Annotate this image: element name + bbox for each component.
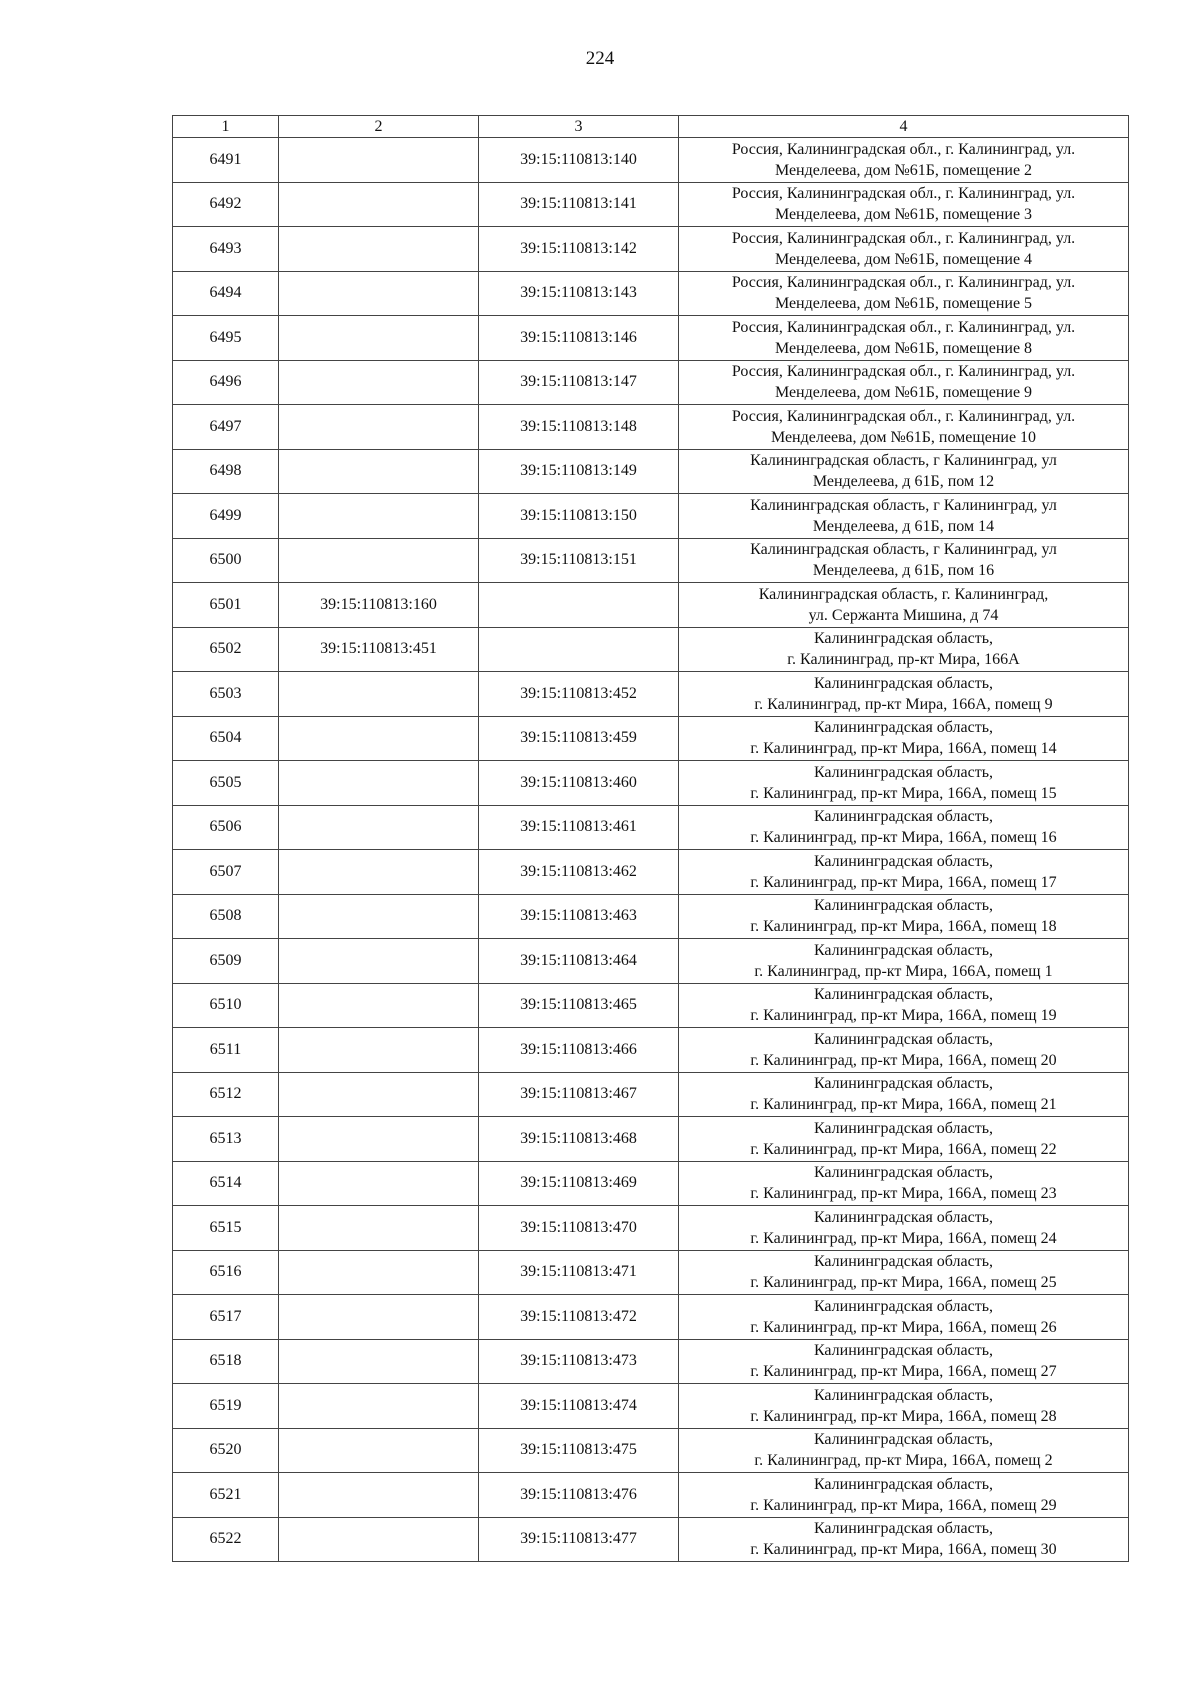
- table-row: [173, 405, 1129, 450]
- cadastral-number-col3: 39:15:110813:466: [479, 1028, 679, 1073]
- row-number: 6516: [173, 1250, 279, 1295]
- address-line-2: г. Калининград, пр-кт Мира, 166А, помещ 18: [750, 918, 1057, 936]
- address-line-1: Калининградская область,: [813, 852, 994, 870]
- table-row: [173, 939, 1129, 984]
- cadastral-number-col3: 39:15:110813:475: [479, 1428, 679, 1473]
- row-number: 6521: [173, 1473, 279, 1518]
- cadastral-number-col2: [279, 138, 479, 183]
- address-line-1: Калининградская область,: [813, 719, 994, 737]
- cadastral-number-col3: 39:15:110813:464: [479, 939, 679, 984]
- address-line-2: г. Калининград, пр-кт Мира, 166А, помещ 14: [750, 740, 1057, 758]
- address-line-1: Калининградская область,: [813, 941, 994, 959]
- address-cell: [679, 939, 1129, 984]
- address-cell: [679, 1339, 1129, 1384]
- table-row: [173, 1161, 1129, 1206]
- cadastral-number-col2: [279, 716, 479, 761]
- cadastral-number-col2: [279, 1028, 479, 1073]
- address-line-1: Россия, Калининградская обл., г. Калининград, ул.: [731, 407, 1076, 425]
- cadastral-number-col2: [279, 805, 479, 850]
- table-row: [173, 1206, 1129, 1251]
- cadastral-number-col2: [279, 538, 479, 583]
- cadastral-number-col3: 39:15:110813:459: [479, 716, 679, 761]
- address-line-1: Калининградская область,: [813, 1520, 994, 1538]
- table-row: [173, 316, 1129, 361]
- address-line-2: г. Калининград, пр-кт Мира, 166А, помещ 16: [750, 829, 1057, 847]
- address-line-1: Россия, Калининградская обл., г. Калининград, ул.: [731, 318, 1076, 336]
- cadastral-number-col3: 39:15:110813:142: [479, 227, 679, 272]
- address-line-2: г. Калининград, пр-кт Мира, 166А, помещ 28: [750, 1407, 1057, 1425]
- cadastral-number-col2: [279, 894, 479, 939]
- cadastral-number-col3: 39:15:110813:476: [479, 1473, 679, 1518]
- address-line-2: Менделеева, дом №61Б, помещение 9: [774, 384, 1033, 402]
- address-cell: [679, 805, 1129, 850]
- header-col-3: 3: [479, 116, 679, 138]
- table-header: [173, 116, 1129, 138]
- table-row: [173, 716, 1129, 761]
- row-number: 6492: [173, 182, 279, 227]
- row-number: 6499: [173, 494, 279, 539]
- address-line-2: Менделеева, д 61Б, пом 14: [812, 517, 995, 535]
- address-cell: [679, 271, 1129, 316]
- cadastral-number-col3: 39:15:110813:460: [479, 761, 679, 806]
- address-line-2: г. Калининград, пр-кт Мира, 166А, помещ 29: [750, 1496, 1057, 1514]
- address-line-2: г. Калининград, пр-кт Мира, 166А, помещ 2: [754, 1452, 1053, 1470]
- row-number: 6496: [173, 360, 279, 405]
- address-cell: [679, 1384, 1129, 1429]
- cadastral-number-col2: [279, 227, 479, 272]
- table-row: [173, 1339, 1129, 1384]
- address-line-1: Калининградская область,: [813, 1386, 994, 1404]
- address-line-1: Калининградская область,: [813, 897, 994, 915]
- cadastral-number-col2: [279, 316, 479, 361]
- row-number: 6493: [173, 227, 279, 272]
- row-number: 6502: [173, 627, 279, 672]
- address-line-1: Калининградская область,: [813, 1431, 994, 1449]
- cadastral-number-col2: [279, 1250, 479, 1295]
- cadastral-number-col3: 39:15:110813:140: [479, 138, 679, 183]
- row-number: 6494: [173, 271, 279, 316]
- row-number: 6500: [173, 538, 279, 583]
- table-row: [173, 138, 1129, 183]
- header-col-4: 4: [679, 116, 1129, 138]
- address-cell: [679, 1428, 1129, 1473]
- cadastral-number-col2: [279, 1517, 479, 1562]
- row-number: 6498: [173, 449, 279, 494]
- address-cell: [679, 627, 1129, 672]
- address-cell: [679, 138, 1129, 183]
- address-line-1: Калининградская область,: [813, 986, 994, 1004]
- cadastral-number-col2: [279, 850, 479, 895]
- table-row: [173, 1428, 1129, 1473]
- cadastral-number-col3: 39:15:110813:469: [479, 1161, 679, 1206]
- header-row: [173, 116, 1129, 138]
- row-number: 6506: [173, 805, 279, 850]
- cadastral-number-col2: [279, 1295, 479, 1340]
- address-cell: [679, 761, 1129, 806]
- row-number: 6520: [173, 1428, 279, 1473]
- address-cell: [679, 1250, 1129, 1295]
- cadastral-number-col2: [279, 405, 479, 450]
- address-cell: [679, 316, 1129, 361]
- address-line-1: Калининградская область, г Калининград, ул: [750, 452, 1057, 470]
- cadastral-number-col3: 39:15:110813:473: [479, 1339, 679, 1384]
- cadastral-number-col2: [279, 182, 479, 227]
- address-line-2: г. Калининград, пр-кт Мира, 166А, помещ 20: [750, 1051, 1057, 1069]
- address-cell: [679, 494, 1129, 539]
- table-row: [173, 271, 1129, 316]
- cadastral-number-col2: [279, 494, 479, 539]
- table-row: [173, 627, 1129, 672]
- cadastral-number-col2: [279, 1428, 479, 1473]
- cadastral-number-col3: 39:15:110813:149: [479, 449, 679, 494]
- row-number: 6507: [173, 850, 279, 895]
- address-cell: [679, 538, 1129, 583]
- table-row: [173, 1384, 1129, 1429]
- cadastral-number-col3: 39:15:110813:452: [479, 672, 679, 717]
- address-line-2: Менделеева, дом №61Б, помещение 4: [774, 250, 1033, 268]
- address-cell: [679, 405, 1129, 450]
- address-cell: [679, 1206, 1129, 1251]
- cadastral-number-col2: [279, 360, 479, 405]
- table-row: [173, 983, 1129, 1028]
- address-line-1: Калининградская область,: [813, 674, 994, 692]
- table-row: [173, 1250, 1129, 1295]
- address-line-1: Россия, Калининградская обл., г. Калининград, ул.: [731, 363, 1076, 381]
- address-line-1: Калининградская область,: [813, 1475, 994, 1493]
- cadastral-number-col2: [279, 1072, 479, 1117]
- address-line-1: Калининградская область, г Калининград, ул: [750, 541, 1057, 559]
- row-number: 6495: [173, 316, 279, 361]
- address-line-2: г. Калининград, пр-кт Мира, 166А, помещ 24: [750, 1229, 1057, 1247]
- row-number: 6511: [173, 1028, 279, 1073]
- table-row: [173, 672, 1129, 717]
- address-line-1: Калининградская область, г. Калининград,: [758, 585, 1049, 603]
- address-cell: [679, 583, 1129, 628]
- address-line-1: Калининградская область,: [813, 1030, 994, 1048]
- row-number: 6513: [173, 1117, 279, 1162]
- address-line-2: г. Калининград, пр-кт Мира, 166А, помещ 27: [750, 1363, 1057, 1381]
- address-line-1: Россия, Калининградская обл., г. Калининград, ул.: [731, 229, 1076, 247]
- cadastral-number-col3: [479, 583, 679, 628]
- address-line-2: г. Калининград, пр-кт Мира, 166А, помещ 9: [754, 695, 1053, 713]
- row-number: 6505: [173, 761, 279, 806]
- address-cell: [679, 1028, 1129, 1073]
- address-line-2: г. Калининград, пр-кт Мира, 166А, помещ 1: [754, 962, 1053, 980]
- cadastral-number-col2: [279, 449, 479, 494]
- cadastral-number-col3: 39:15:110813:146: [479, 316, 679, 361]
- address-line-2: Менделеева, дом №61Б, помещение 10: [770, 428, 1037, 446]
- table-row: [173, 449, 1129, 494]
- cadastral-number-col3: 39:15:110813:477: [479, 1517, 679, 1562]
- cadastral-number-col3: 39:15:110813:147: [479, 360, 679, 405]
- cadastral-number-col2: [279, 1206, 479, 1251]
- address-line-2: г. Калининград, пр-кт Мира, 166А, помещ 23: [750, 1185, 1057, 1203]
- address-cell: [679, 716, 1129, 761]
- address-cell: [679, 850, 1129, 895]
- cadastral-number-col3: 39:15:110813:471: [479, 1250, 679, 1295]
- address-line-1: Калининградская область,: [813, 1253, 994, 1271]
- address-cell: [679, 360, 1129, 405]
- address-line-2: Менделеева, дом №61Б, помещение 3: [774, 206, 1033, 224]
- row-number: 6522: [173, 1517, 279, 1562]
- table-row: [173, 538, 1129, 583]
- address-cell: [679, 182, 1129, 227]
- cadastral-number-col2: [279, 1339, 479, 1384]
- address-cell: [679, 449, 1129, 494]
- table-row: [173, 1117, 1129, 1162]
- table-row: [173, 1517, 1129, 1562]
- table-row: [173, 227, 1129, 272]
- address-line-1: Калининградская область,: [813, 1342, 994, 1360]
- cadastral-number-col3: 39:15:110813:470: [479, 1206, 679, 1251]
- address-line-2: Менделеева, д 61Б, пом 12: [812, 473, 995, 491]
- cadastral-number-col3: 39:15:110813:467: [479, 1072, 679, 1117]
- table-row: [173, 583, 1129, 628]
- table-row: [173, 761, 1129, 806]
- address-line-1: Калининградская область,: [813, 1119, 994, 1137]
- cadastral-number-col3: 39:15:110813:465: [479, 983, 679, 1028]
- cadastral-number-col2: [279, 983, 479, 1028]
- cadastral-number-col2: [279, 939, 479, 984]
- table-row: [173, 1028, 1129, 1073]
- address-line-2: г. Калининград, пр-кт Мира, 166А, помещ 26: [750, 1318, 1057, 1336]
- address-cell: [679, 983, 1129, 1028]
- address-line-2: г. Калининград, пр-кт Мира, 166А, помещ 21: [750, 1096, 1057, 1114]
- address-line-1: Россия, Калининградская обл., г. Калининград, ул.: [731, 185, 1076, 203]
- row-number: 6510: [173, 983, 279, 1028]
- address-cell: [679, 1117, 1129, 1162]
- address-cell: [679, 672, 1129, 717]
- address-line-2: Менделеева, дом №61Б, помещение 8: [774, 339, 1033, 357]
- table-row: [173, 360, 1129, 405]
- cadastral-number-col2: [279, 1473, 479, 1518]
- cadastral-number-col3: 39:15:110813:151: [479, 538, 679, 583]
- cadastral-number-col2: [279, 761, 479, 806]
- row-number: 6509: [173, 939, 279, 984]
- table-row: [173, 805, 1129, 850]
- row-number: 6518: [173, 1339, 279, 1384]
- address-line-2: ул. Сержанта Мишина, д 74: [808, 606, 999, 624]
- cadastral-number-col2: [279, 1117, 479, 1162]
- address-cell: [679, 1072, 1129, 1117]
- address-line-1: Калининградская область,: [813, 1164, 994, 1182]
- cadastral-number-col3: 39:15:110813:143: [479, 271, 679, 316]
- address-line-2: г. Калининград, пр-кт Мира, 166А, помещ 30: [750, 1541, 1057, 1559]
- row-number: 6504: [173, 716, 279, 761]
- row-number: 6497: [173, 405, 279, 450]
- row-number: 6519: [173, 1384, 279, 1429]
- row-number: 6517: [173, 1295, 279, 1340]
- row-number: 6514: [173, 1161, 279, 1206]
- table-row: [173, 1473, 1129, 1518]
- address-cell: [679, 227, 1129, 272]
- address-line-1: Россия, Калининградская обл., г. Калининград, ул.: [731, 274, 1076, 292]
- table-row: [173, 494, 1129, 539]
- cadastral-number-col3: 39:15:110813:141: [479, 182, 679, 227]
- address-line-1: Калининградская область, г Калининград, ул: [750, 496, 1057, 514]
- address-line-2: Менделеева, дом №61Б, помещение 5: [774, 295, 1033, 313]
- header-col-2: 2: [279, 116, 479, 138]
- address-cell: [679, 1517, 1129, 1562]
- table-row: [173, 850, 1129, 895]
- header-col-1: 1: [173, 116, 279, 138]
- address-line-2: г. Калининград, пр-кт Мира, 166А, помещ 25: [750, 1274, 1057, 1292]
- row-number: 6512: [173, 1072, 279, 1117]
- address-cell: [679, 1473, 1129, 1518]
- address-line-1: Калининградская область,: [813, 1075, 994, 1093]
- address-cell: [679, 894, 1129, 939]
- row-number: 6503: [173, 672, 279, 717]
- address-line-2: г. Калининград, пр-кт Мира, 166А, помещ 17: [750, 873, 1057, 891]
- row-number: 6501: [173, 583, 279, 628]
- cadastral-number-col3: 39:15:110813:468: [479, 1117, 679, 1162]
- table-row: [173, 894, 1129, 939]
- cadastral-number-col3: 39:15:110813:472: [479, 1295, 679, 1340]
- address-line-1: Калининградская область,: [813, 763, 994, 781]
- cadastral-number-col2: 39:15:110813:451: [279, 627, 479, 672]
- cadastral-number-col3: 39:15:110813:463: [479, 894, 679, 939]
- table-row: [173, 1295, 1129, 1340]
- row-number: 6491: [173, 138, 279, 183]
- cadastral-number-col3: 39:15:110813:148: [479, 405, 679, 450]
- address-line-2: г. Калининград, пр-кт Мира, 166А, помещ 19: [750, 1007, 1057, 1025]
- page-number: 224: [585, 48, 615, 69]
- row-number: 6515: [173, 1206, 279, 1251]
- row-number: 6508: [173, 894, 279, 939]
- registry-table: [172, 115, 1129, 1562]
- address-cell: [679, 1295, 1129, 1340]
- address-cell: [679, 1161, 1129, 1206]
- cadastral-number-col2: 39:15:110813:160: [279, 583, 479, 628]
- address-line-1: Калининградская область,: [813, 630, 994, 648]
- address-line-2: г. Калининград, пр-кт Мира, 166А, помещ 22: [750, 1140, 1057, 1158]
- cadastral-number-col2: [279, 1161, 479, 1206]
- cadastral-number-col3: 39:15:110813:462: [479, 850, 679, 895]
- address-line-2: г. Калининград, пр-кт Мира, 166А: [787, 651, 1020, 669]
- cadastral-number-col3: 39:15:110813:461: [479, 805, 679, 850]
- address-line-1: Калининградская область,: [813, 1208, 994, 1226]
- address-line-1: Россия, Калининградская обл., г. Калининград, ул.: [731, 140, 1076, 158]
- cadastral-number-col2: [279, 672, 479, 717]
- address-line-1: Калининградская область,: [813, 808, 994, 826]
- cadastral-number-col3: 39:15:110813:150: [479, 494, 679, 539]
- table-body: [173, 138, 1129, 1562]
- address-line-1: Калининградская область,: [813, 1297, 994, 1315]
- table-row: [173, 1072, 1129, 1117]
- address-line-2: Менделеева, д 61Б, пом 16: [812, 562, 995, 580]
- cadastral-number-col3: [479, 627, 679, 672]
- cadastral-number-col2: [279, 1384, 479, 1429]
- address-line-2: г. Калининград, пр-кт Мира, 166А, помещ 15: [750, 784, 1057, 802]
- cadastral-number-col3: 39:15:110813:474: [479, 1384, 679, 1429]
- address-line-2: Менделеева, дом №61Б, помещение 2: [774, 161, 1033, 179]
- table-row: [173, 182, 1129, 227]
- cadastral-number-col2: [279, 271, 479, 316]
